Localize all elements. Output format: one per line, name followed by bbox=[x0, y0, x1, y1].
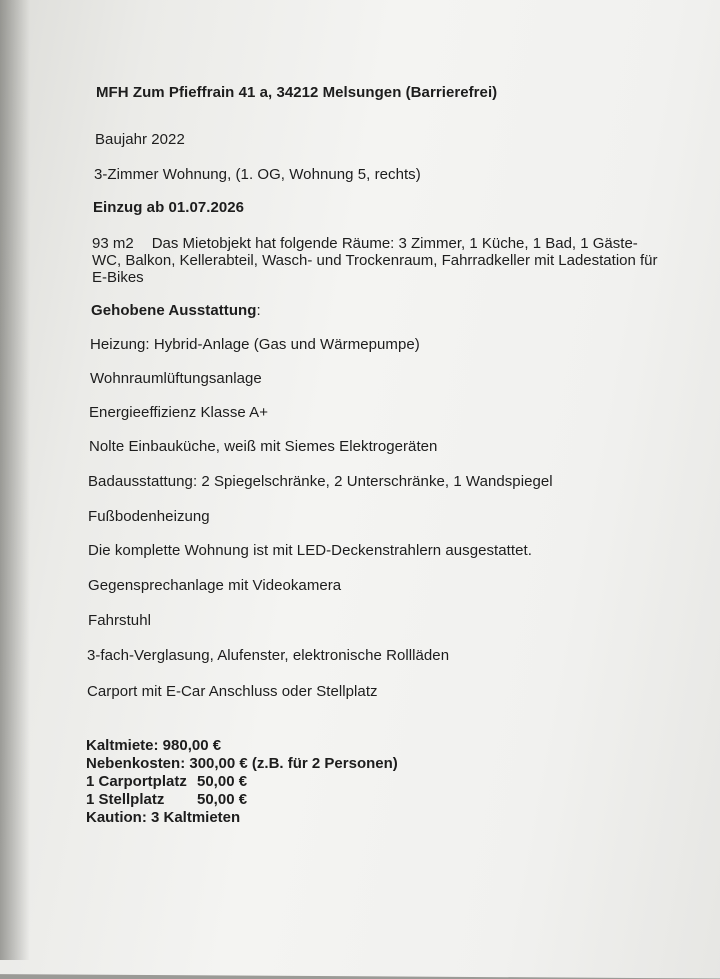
ausstattung-item: Gegensprechanlage mit Videokamera bbox=[88, 577, 342, 594]
ausstattung-heading-colon: : bbox=[256, 302, 261, 319]
kosten-block bbox=[86, 737, 398, 827]
ausstattung-item: Die komplette Wohnung ist mit LED-Deckenstrahlern ausgestattet. bbox=[88, 542, 532, 559]
einzug-date: Einzug ab 01.07.2026 bbox=[93, 199, 245, 216]
nebenkosten: Nebenkosten: 300,00 € (z.B. für 2 Personen) bbox=[86, 755, 398, 772]
baujahr: Baujahr 2022 bbox=[95, 131, 185, 148]
beschreibung-line-2: WC, Balkon, Kellerabteil, Wasch- und Trockenraum, Fahrradkeller mit Ladestation für bbox=[92, 252, 658, 269]
ausstattung-item: Heizung: Hybrid-Anlage (Gas und Wärmepumpe) bbox=[90, 336, 420, 353]
ausstattung-heading bbox=[91, 302, 261, 319]
stellplatz-label: 1 Stellplatz bbox=[86, 791, 165, 808]
ausstattung-heading-text: Gehobene Ausstattung bbox=[91, 302, 257, 319]
ausstattung-item: Wohnraumlüftungsanlage bbox=[90, 370, 262, 387]
ausstattung-item: 3-fach-Verglasung, Alufenster, elektronische Rollläden bbox=[87, 647, 450, 664]
paper-shadow bbox=[0, 0, 30, 960]
ausstattung-item: Nolte Einbauküche, weiß mit Siemes Elektrogeräten bbox=[89, 438, 438, 455]
carport-label: 1 Carportplatz bbox=[86, 773, 187, 790]
document-title: MFH Zum Pfieffrain 41 a, 34212 Melsungen (Barrierefrei) bbox=[96, 84, 498, 101]
beschreibung-line-3: E-Bikes bbox=[92, 269, 144, 286]
ausstattung-item: Badausstattung: 2 Spiegelschränke, 2 Unterschränke, 1 Wandspiegel bbox=[88, 473, 553, 490]
flaeche: 93 m2 bbox=[92, 235, 134, 252]
ausstattung-item: Fußbodenheizung bbox=[88, 508, 210, 525]
beschreibung-line-1: Das Mietobjekt hat folgende Räume: 3 Zimmer, 1 Küche, 1 Bad, 1 Gäste- bbox=[151, 235, 638, 252]
stellplatz-value: 50,00 € bbox=[197, 791, 248, 808]
beschreibung bbox=[92, 235, 658, 286]
carport-value: 50,00 € bbox=[197, 773, 248, 790]
wohnung-info: 3-Zimmer Wohnung, (1. OG, Wohnung 5, rechts) bbox=[94, 166, 421, 183]
ausstattung-item: Carport mit E-Car Anschluss oder Stellplatz bbox=[87, 683, 378, 700]
ausstattung-item: Energieeffizienz Klasse A+ bbox=[89, 404, 269, 421]
kaltmiete: Kaltmiete: 980,00 € bbox=[86, 737, 222, 754]
ausstattung-item: Fahrstuhl bbox=[88, 612, 151, 629]
kaution: Kaution: 3 Kaltmieten bbox=[86, 809, 241, 826]
